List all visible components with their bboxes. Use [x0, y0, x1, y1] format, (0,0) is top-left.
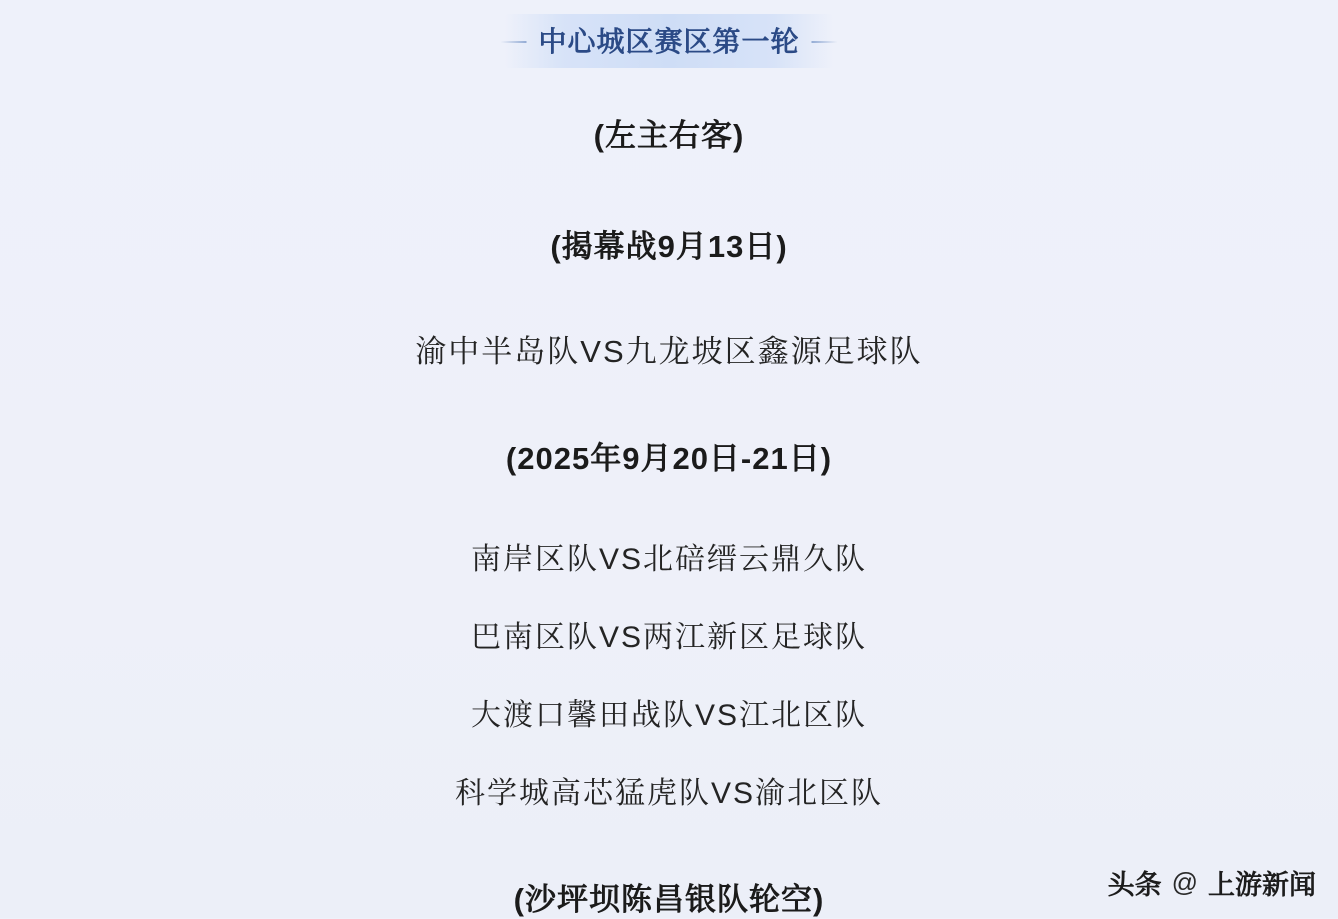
round-date-label: (2025年9月20日-21日) — [505, 441, 833, 476]
watermark-at-symbol: @ — [1171, 867, 1198, 897]
watermark — [1108, 863, 1316, 902]
opener-match: 渝中半岛队VS九龙坡区鑫源足球队 — [415, 334, 923, 369]
watermark-brand: 头条 — [1107, 870, 1162, 900]
schedule-content — [0, 92, 1338, 919]
list-item: 大渡口馨田战队VS江北区队 — [470, 699, 868, 732]
list-item: 南岸区队VS北碚缙云鼎久队 — [470, 543, 868, 576]
opener-label: (揭幕战9月13日) — [550, 229, 788, 264]
bye-note: (沙坪坝陈昌银队轮空) — [513, 882, 825, 917]
list-item: 巴南区队VS两江新区足球队 — [470, 621, 868, 654]
home-away-note: (左主右客) — [593, 118, 745, 153]
list-item: 科学城高芯猛虎队VS渝北区队 — [454, 777, 884, 810]
round-title-badge: 中心城区赛区第一轮 — [504, 14, 833, 68]
match-list — [0, 534, 1338, 812]
watermark-source: 上游新闻 — [1208, 870, 1316, 900]
